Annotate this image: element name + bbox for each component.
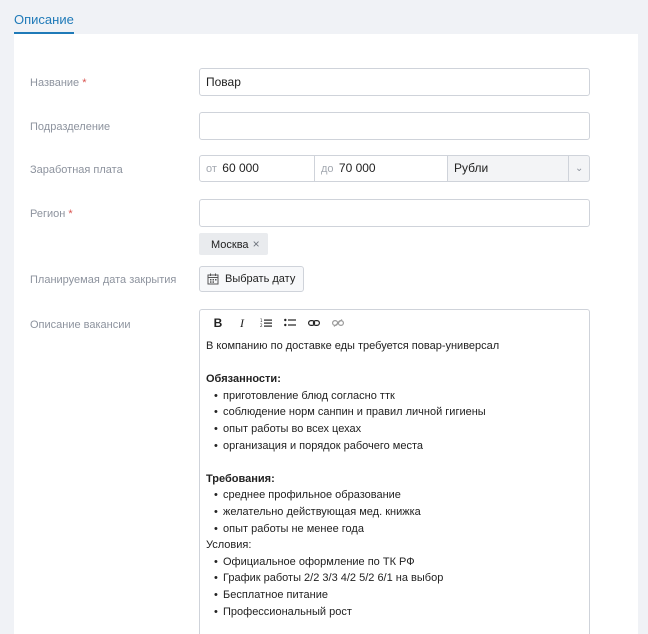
department-label: Подразделение	[30, 121, 111, 133]
requirements-title: Требования:	[206, 472, 275, 485]
salary-label: Заработная плата	[30, 164, 123, 176]
tab-description[interactable]: Описание	[14, 12, 74, 34]
list-item: • Бесплатное питание	[214, 587, 583, 604]
select-date-button[interactable]	[199, 266, 304, 292]
region-label: Регион *	[30, 208, 73, 220]
chevron-down-icon[interactable]: ⌄	[569, 155, 590, 182]
duties-list	[206, 388, 583, 454]
unlink-icon[interactable]	[328, 313, 348, 333]
list-item: • организация и порядок рабочего места	[214, 438, 583, 455]
list-item: • желательно действующая мед. книжка	[214, 504, 583, 521]
list-item: • приготовление блюд согласно ттк	[214, 388, 583, 405]
description-label: Описание вакансии	[30, 319, 131, 331]
ordered-list-icon[interactable]	[256, 313, 276, 333]
calendar-icon	[207, 273, 219, 285]
link-icon[interactable]	[304, 313, 324, 333]
list-item: • соблюдение норм санпин и правил личной гигиены	[214, 404, 583, 421]
conditions-list	[206, 554, 583, 620]
italic-icon[interactable]: I	[240, 315, 244, 330]
salary-group	[199, 155, 590, 182]
conditions-title: Условия:	[206, 539, 252, 552]
svg-text:2: 2	[260, 323, 263, 328]
name-label: Название *	[30, 77, 87, 89]
editor-toolbar	[200, 310, 589, 336]
currency-select[interactable]: Рубли	[448, 155, 569, 182]
bold-icon[interactable]: B	[213, 316, 223, 330]
salary-from-input[interactable]: от 60 000	[199, 155, 315, 182]
svg-text:1: 1	[260, 318, 263, 323]
close-icon[interactable]: ×	[252, 237, 260, 251]
list-item: • опыт работы во всех цехах	[214, 421, 583, 438]
list-item: • опыт работы не менее года	[214, 521, 583, 538]
salary-to-input[interactable]: до 70 000	[315, 155, 448, 182]
name-input[interactable]: Повар	[199, 68, 590, 96]
requirements-list	[206, 487, 583, 537]
close-date-label: Планируемая дата закрытия	[30, 274, 177, 286]
description-editor[interactable]	[199, 309, 590, 634]
list-item: • среднее профильное образование	[214, 487, 583, 504]
form-card	[14, 34, 638, 634]
list-item: • График работы 2/2 3/3 4/2 5/2 6/1 на выбор	[214, 570, 583, 587]
region-input[interactable]	[199, 199, 590, 227]
list-item: • Профессиональный рост	[214, 604, 583, 621]
bullet-list-icon[interactable]	[280, 313, 300, 333]
editor-content[interactable]	[200, 336, 589, 622]
duties-title: Обязанности:	[206, 373, 281, 386]
list-item: • Официальное оформление по ТК РФ	[214, 554, 583, 571]
select-date-label: Выбрать дату	[225, 273, 296, 285]
department-input[interactable]	[199, 112, 590, 140]
region-tag: Москва ×	[199, 233, 268, 255]
intro-text: В компанию по доставке еды требуется повар-универсал	[206, 340, 500, 352]
